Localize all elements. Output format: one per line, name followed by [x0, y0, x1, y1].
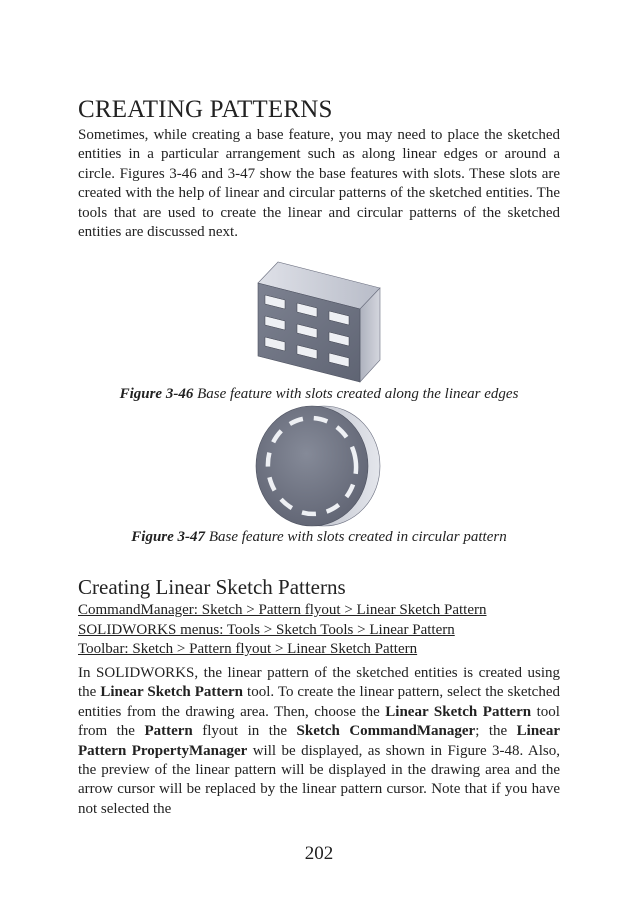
text-run: In SOLIDWORKS, the linear pattern of the sketched entities is created using the: [78, 665, 560, 701]
bold-term: Linear Sketch Pattern: [385, 703, 532, 720]
bold-term: Linear Pattern PropertyManager: [78, 723, 560, 759]
access-path-toolbar: Toolbar: Sketch > Pattern flyout > Linear Sketch Pattern: [78, 641, 418, 657]
bold-term: Pattern: [144, 723, 193, 740]
figure-3-46-caption: [78, 386, 560, 403]
access-path-commandmanager: CommandManager: Sketch > Pattern flyout > Linear Sketch Pattern: [78, 602, 487, 618]
subsection-heading: Creating Linear Sketch Patterns: [78, 575, 346, 599]
body-paragraph: [78, 664, 560, 819]
section-heading: CREATING PATTERNS: [78, 96, 333, 123]
figure-label: Figure 3-46: [119, 386, 194, 402]
figure-caption-text: Base feature with slots created along the linear edges: [197, 386, 519, 402]
text-run: will be displayed, as shown in Figure 3-48. Also, the preview of the linear pattern will be displayed in the drawing area and the arrow cursor will be replaced by the linear pattern cursor. Note that if you have not selected the: [78, 742, 561, 817]
figure-caption-text: Base feature with slots created in circular pattern: [208, 529, 507, 545]
bold-term: Linear Sketch Pattern: [100, 684, 244, 701]
figure-3-46-image: [250, 258, 390, 386]
figure-3-47-caption: [78, 529, 560, 546]
disc-face: [256, 406, 368, 526]
text-run: tool from the: [78, 703, 560, 740]
figure-3-47-image: [252, 402, 382, 528]
access-path-menus: SOLIDWORKS menus: Tools > Sketch Tools > Linear Pattern: [78, 621, 455, 638]
tool-access-paths: [78, 601, 560, 660]
intro-paragraph: Sometimes, while creating a base feature, you may need to place the sketched entities in a particular arrangement such as along linear edges or around a circle. Figures 3-46 and 3-47 show the base features with slots. These slots are created with the help of linear and circular patterns of the sketched entities. The tools that are used to create the linear and circular patterns of the sketched entities are discussed next.: [78, 127, 560, 241]
figure-label: Figure 3-47: [131, 529, 206, 545]
text-run: ; the: [475, 723, 517, 740]
text-run: tool. To create the linear pattern, select the sketched entities from the drawing area. Then, choose the: [78, 684, 560, 720]
text-run: flyout in the: [192, 723, 297, 740]
bold-term: Sketch CommandManager: [296, 723, 476, 740]
page-number: 202: [304, 843, 334, 864]
